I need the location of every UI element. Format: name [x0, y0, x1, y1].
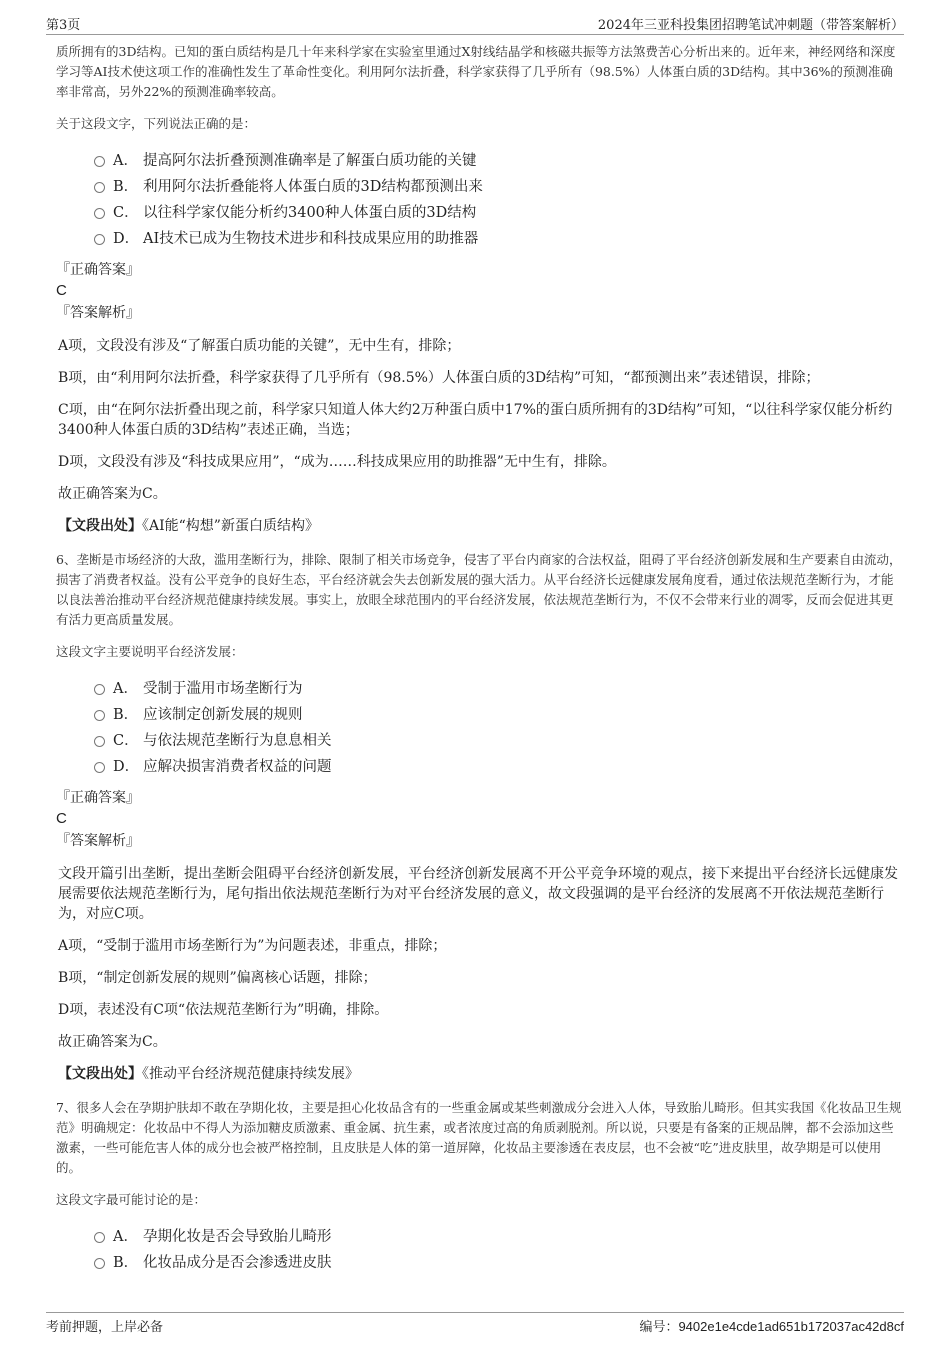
document-code: 编号：9402e1e4cde1ad651b172037ac42d8cf: [639, 1319, 904, 1334]
radio-button[interactable]: [94, 710, 105, 721]
q7-option-b[interactable]: B． 化妆品成分是否会渗透进皮肤: [94, 1250, 902, 1276]
radio-button[interactable]: [94, 1258, 105, 1269]
document-title: 2024年三亚科投集团招聘笔试冲刺题（带答案解析）: [597, 18, 904, 33]
page-footer: [46, 1312, 904, 1335]
q5-option-c[interactable]: C． 以往科学家仅能分析约3400种人体蛋白质的3D结构: [94, 200, 902, 226]
q5-conclusion: 故正确答案为C。: [58, 486, 167, 502]
q6-passage: 6、垄断是市场经济的大敌，滥用垄断行为，排除、限制了相关市场竞争，侵害了平台内商家的合法权益，阻碍了平台经济创新发展和生产要素自由流动，损害了消费者权益。没有公平竞争的良好生态，平台经济就会失去创新发展的强大活力。从平台经济长远健康发展角度看，通过依法规范垄断行为，才能以良法善治推动平台经济规范健康持续发展。事实上，放眼全球范围内的平台经济发展，依法规范垄断行为，不仅不会带来行业的凋零，反而会促进其更有活力更高质量发展。: [56, 552, 902, 627]
q5-answer-label: 『正确答案』: [56, 262, 140, 278]
q5-passage: 质所拥有的3D结构。已知的蛋白质结构是几十年来科学家在实验室里通过X射线结晶学和核磁共振等方法煞费苦心分析出来的。近年来，神经网络和深度学习等AI技术使这项工作的准确性发生了革命性变化。利用阿尔法折叠，科学家获得了几乎所有（98.5%）人体蛋白质的3D结构。其中36%的预测准确率非常高，另外22%的预测准确率较高。: [56, 44, 896, 99]
q6-option-d[interactable]: D． 应解决损害消费者权益的问题: [94, 754, 902, 780]
footer-slogan: 考前押题，上岸必备: [46, 1320, 164, 1335]
q5-answer: C: [56, 282, 67, 299]
q5-options: [94, 148, 902, 252]
q6-source: 【文段出处】《推动平台经济规范健康持续发展》: [58, 1066, 359, 1082]
radio-button[interactable]: [94, 762, 105, 773]
q6-prompt: 这段文字主要说明平台经济发展：: [56, 644, 244, 659]
q6-analysis-b: B项，“制定创新发展的规则”偏离核心话题，排除；: [58, 970, 377, 986]
radio-button[interactable]: [94, 1232, 105, 1243]
q5-analysis-d: D项，文段没有涉及“科技成果应用”，“成为……科技成果应用的助推器”无中生有，排除。: [58, 454, 616, 470]
q6-answer: C: [56, 810, 67, 827]
q6-option-a[interactable]: A． 受制于滥用市场垄断行为: [94, 676, 902, 702]
q5-option-d[interactable]: D． AI技术已成为生物技术进步和科技成果应用的助推器: [94, 226, 902, 252]
q6-conclusion: 故正确答案为C。: [58, 1034, 167, 1050]
q5-option-b[interactable]: B． 利用阿尔法折叠能将人体蛋白质的3D结构都预测出来: [94, 174, 902, 200]
radio-button[interactable]: [94, 736, 105, 747]
q5-prompt: 关于这段文字，下列说法正确的是：: [56, 116, 257, 131]
q7-prompt: 这段文字最可能讨论的是：: [56, 1192, 207, 1207]
q5-analysis-a: A项，文段没有涉及“了解蛋白质功能的关键”，无中生有，排除；: [58, 338, 461, 354]
radio-button[interactable]: [94, 684, 105, 695]
q5-source: 【文段出处】《AI能“构想”新蛋白质结构》: [58, 518, 319, 534]
q7-passage: 7、很多人会在孕期护肤却不敢在孕期化妆，主要是担心化妆品含有的一些重金属或某些刺激成分会进入人体，导致胎儿畸形。但其实我国《化妆品卫生规范》明确规定：化妆品中不得人为添加糖皮质激素、重金属、抗生素，或者浓度过高的角质剥脱剂。所以说，只要是有备案的正规品牌，都不会添加这些激素，一些可能危害人体的成分也会被严格控制，且皮肤是人体的第一道屏障，化妆品主要渗透在表皮层，也不会被“吃”进皮肤里，故孕期是可以使用的。: [56, 1100, 902, 1175]
q6-answer-label: 『正确答案』: [56, 790, 140, 806]
q6-analysis-d: D项，表述没有C项“依法规范垄断行为”明确，排除。: [58, 1002, 389, 1018]
q6-analysis-summary: 文段开篇引出垄断，提出垄断会阻碍平台经济创新发展，平台经济创新发展离不开公平竞争环境的观点，接下来提出平台经济长远健康发展需要依法规范垄断行为，尾句指出依法规范垄断行为对平台经济发展的意义，故文段强调的是平台经济的发展离不开依法规范垄断行为，对应C项。: [58, 866, 898, 922]
q6-options: [94, 676, 902, 780]
q5-analysis-label: 『答案解析』: [56, 305, 140, 321]
page-number: 第3页: [46, 18, 81, 33]
q7-options: [94, 1224, 902, 1276]
radio-button[interactable]: [94, 234, 105, 245]
q6-analysis-label: 『答案解析』: [56, 833, 140, 849]
radio-button[interactable]: [94, 156, 105, 167]
radio-button[interactable]: [94, 182, 105, 193]
q7-option-a[interactable]: A． 孕期化妆是否会导致胎儿畸形: [94, 1224, 902, 1250]
q6-option-c[interactable]: C． 与依法规范垄断行为息息相关: [94, 728, 902, 754]
q6-option-b[interactable]: B． 应该制定创新发展的规则: [94, 702, 902, 728]
page-content: [56, 42, 902, 1284]
radio-button[interactable]: [94, 208, 105, 219]
page-header: [46, 12, 904, 35]
q5-analysis-c: C项，由“在阿尔法折叠出现之前，科学家只知道人体大约2万种蛋白质中17%的蛋白质所拥有的3D结构”可知，“以往科学家仅能分析约3400种人体蛋白质的3D结构”表述正确，当选；: [58, 402, 893, 438]
q5-analysis-b: B项，由“利用阿尔法折叠，科学家获得了几乎所有（98.5%）人体蛋白质的3D结构”可知，“都预测出来”表述错误，排除；: [58, 370, 820, 386]
q6-analysis-a: A项，“受制于滥用市场垄断行为”为问题表述，非重点，排除；: [58, 938, 447, 954]
q5-option-a[interactable]: A． 提高阿尔法折叠预测准确率是了解蛋白质功能的关键: [94, 148, 902, 174]
